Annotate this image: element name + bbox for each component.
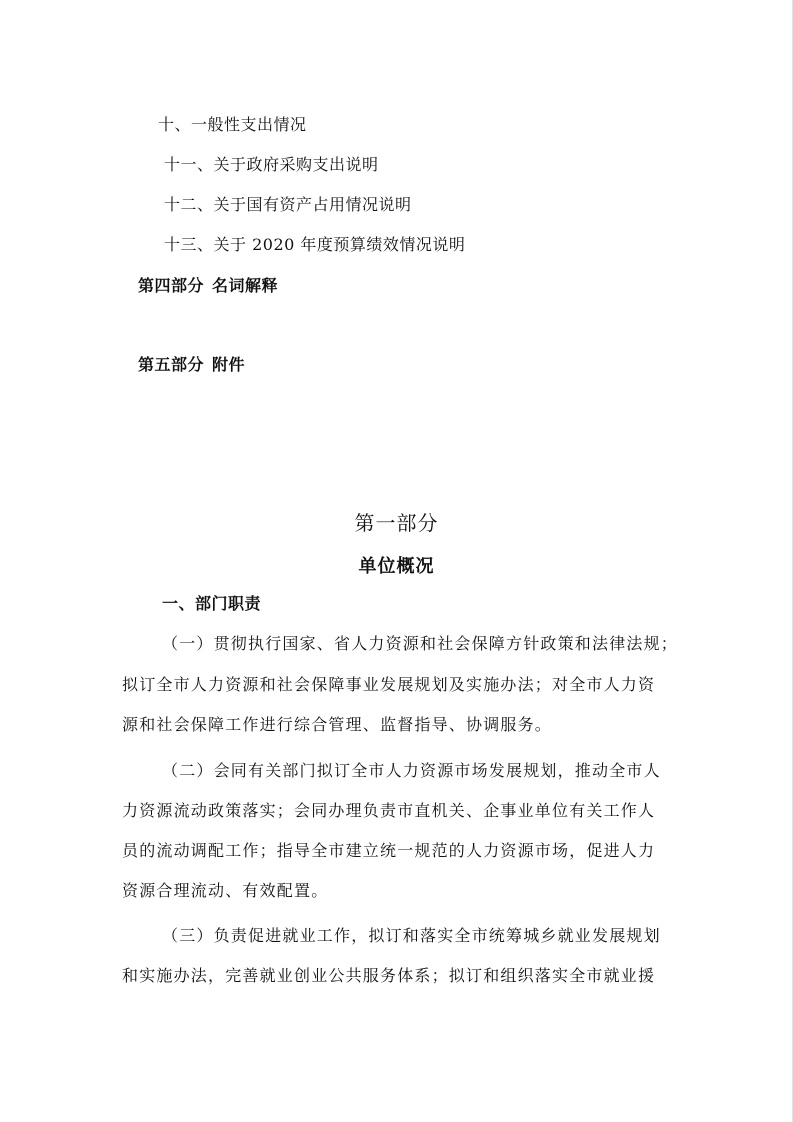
toc-part-5 — [138, 352, 245, 375]
part-one-title: 第一部分 — [354, 511, 439, 535]
toc-item-13: 十三、关于 2020 年度预算绩效情况说明 — [164, 235, 466, 254]
toc-part-4-title: 名词解释 — [212, 276, 279, 295]
toc-item-11: 十一、关于政府采购支出说明 — [164, 155, 379, 174]
body-line: 和实施办法，完善就业创业公共服务体系；拟订和组织落实全市就业援 — [122, 966, 656, 985]
toc-part-5-title: 附件 — [212, 355, 246, 374]
toc-part-4-number: 第四部分 — [138, 276, 205, 295]
body-line: （一）贯彻执行国家、省人力资源和社会保障方针政策和法律法规； — [162, 634, 679, 653]
body-line: 力资源流动政策落实；会同办理负责市直机关、企事业单位有关工作人 — [122, 801, 656, 820]
toc-item-10: 十、一般性支出情况 — [158, 115, 307, 134]
body-line: 资源合理流动、有效配置。 — [122, 881, 329, 900]
body-line: 源和社会保障工作进行综合管理、监督指导、协调服务。 — [122, 715, 553, 734]
body-line: （三）负责促进就业工作，拟订和落实全市统筹城乡就业发展规划 — [162, 926, 661, 945]
subsection-department-duties: 一、部门职责 — [162, 594, 262, 613]
unit-overview-title: 单位概况 — [358, 556, 435, 577]
toc-part-5-number: 第五部分 — [138, 355, 205, 374]
toc-item-12: 十二、关于国有资产占用情况说明 — [164, 195, 412, 214]
body-line: 员的流动调配工作；指导全市建立统一规范的人力资源市场，促进人力 — [122, 841, 656, 860]
body-line: 拟订全市人力资源和社会保障事业发展规划及实施办法；对全市人力资 — [122, 675, 656, 694]
body-line: （二）会同有关部门拟订全市人力资源市场发展规划，推动全市人 — [162, 761, 661, 780]
toc-part-4 — [138, 273, 278, 296]
